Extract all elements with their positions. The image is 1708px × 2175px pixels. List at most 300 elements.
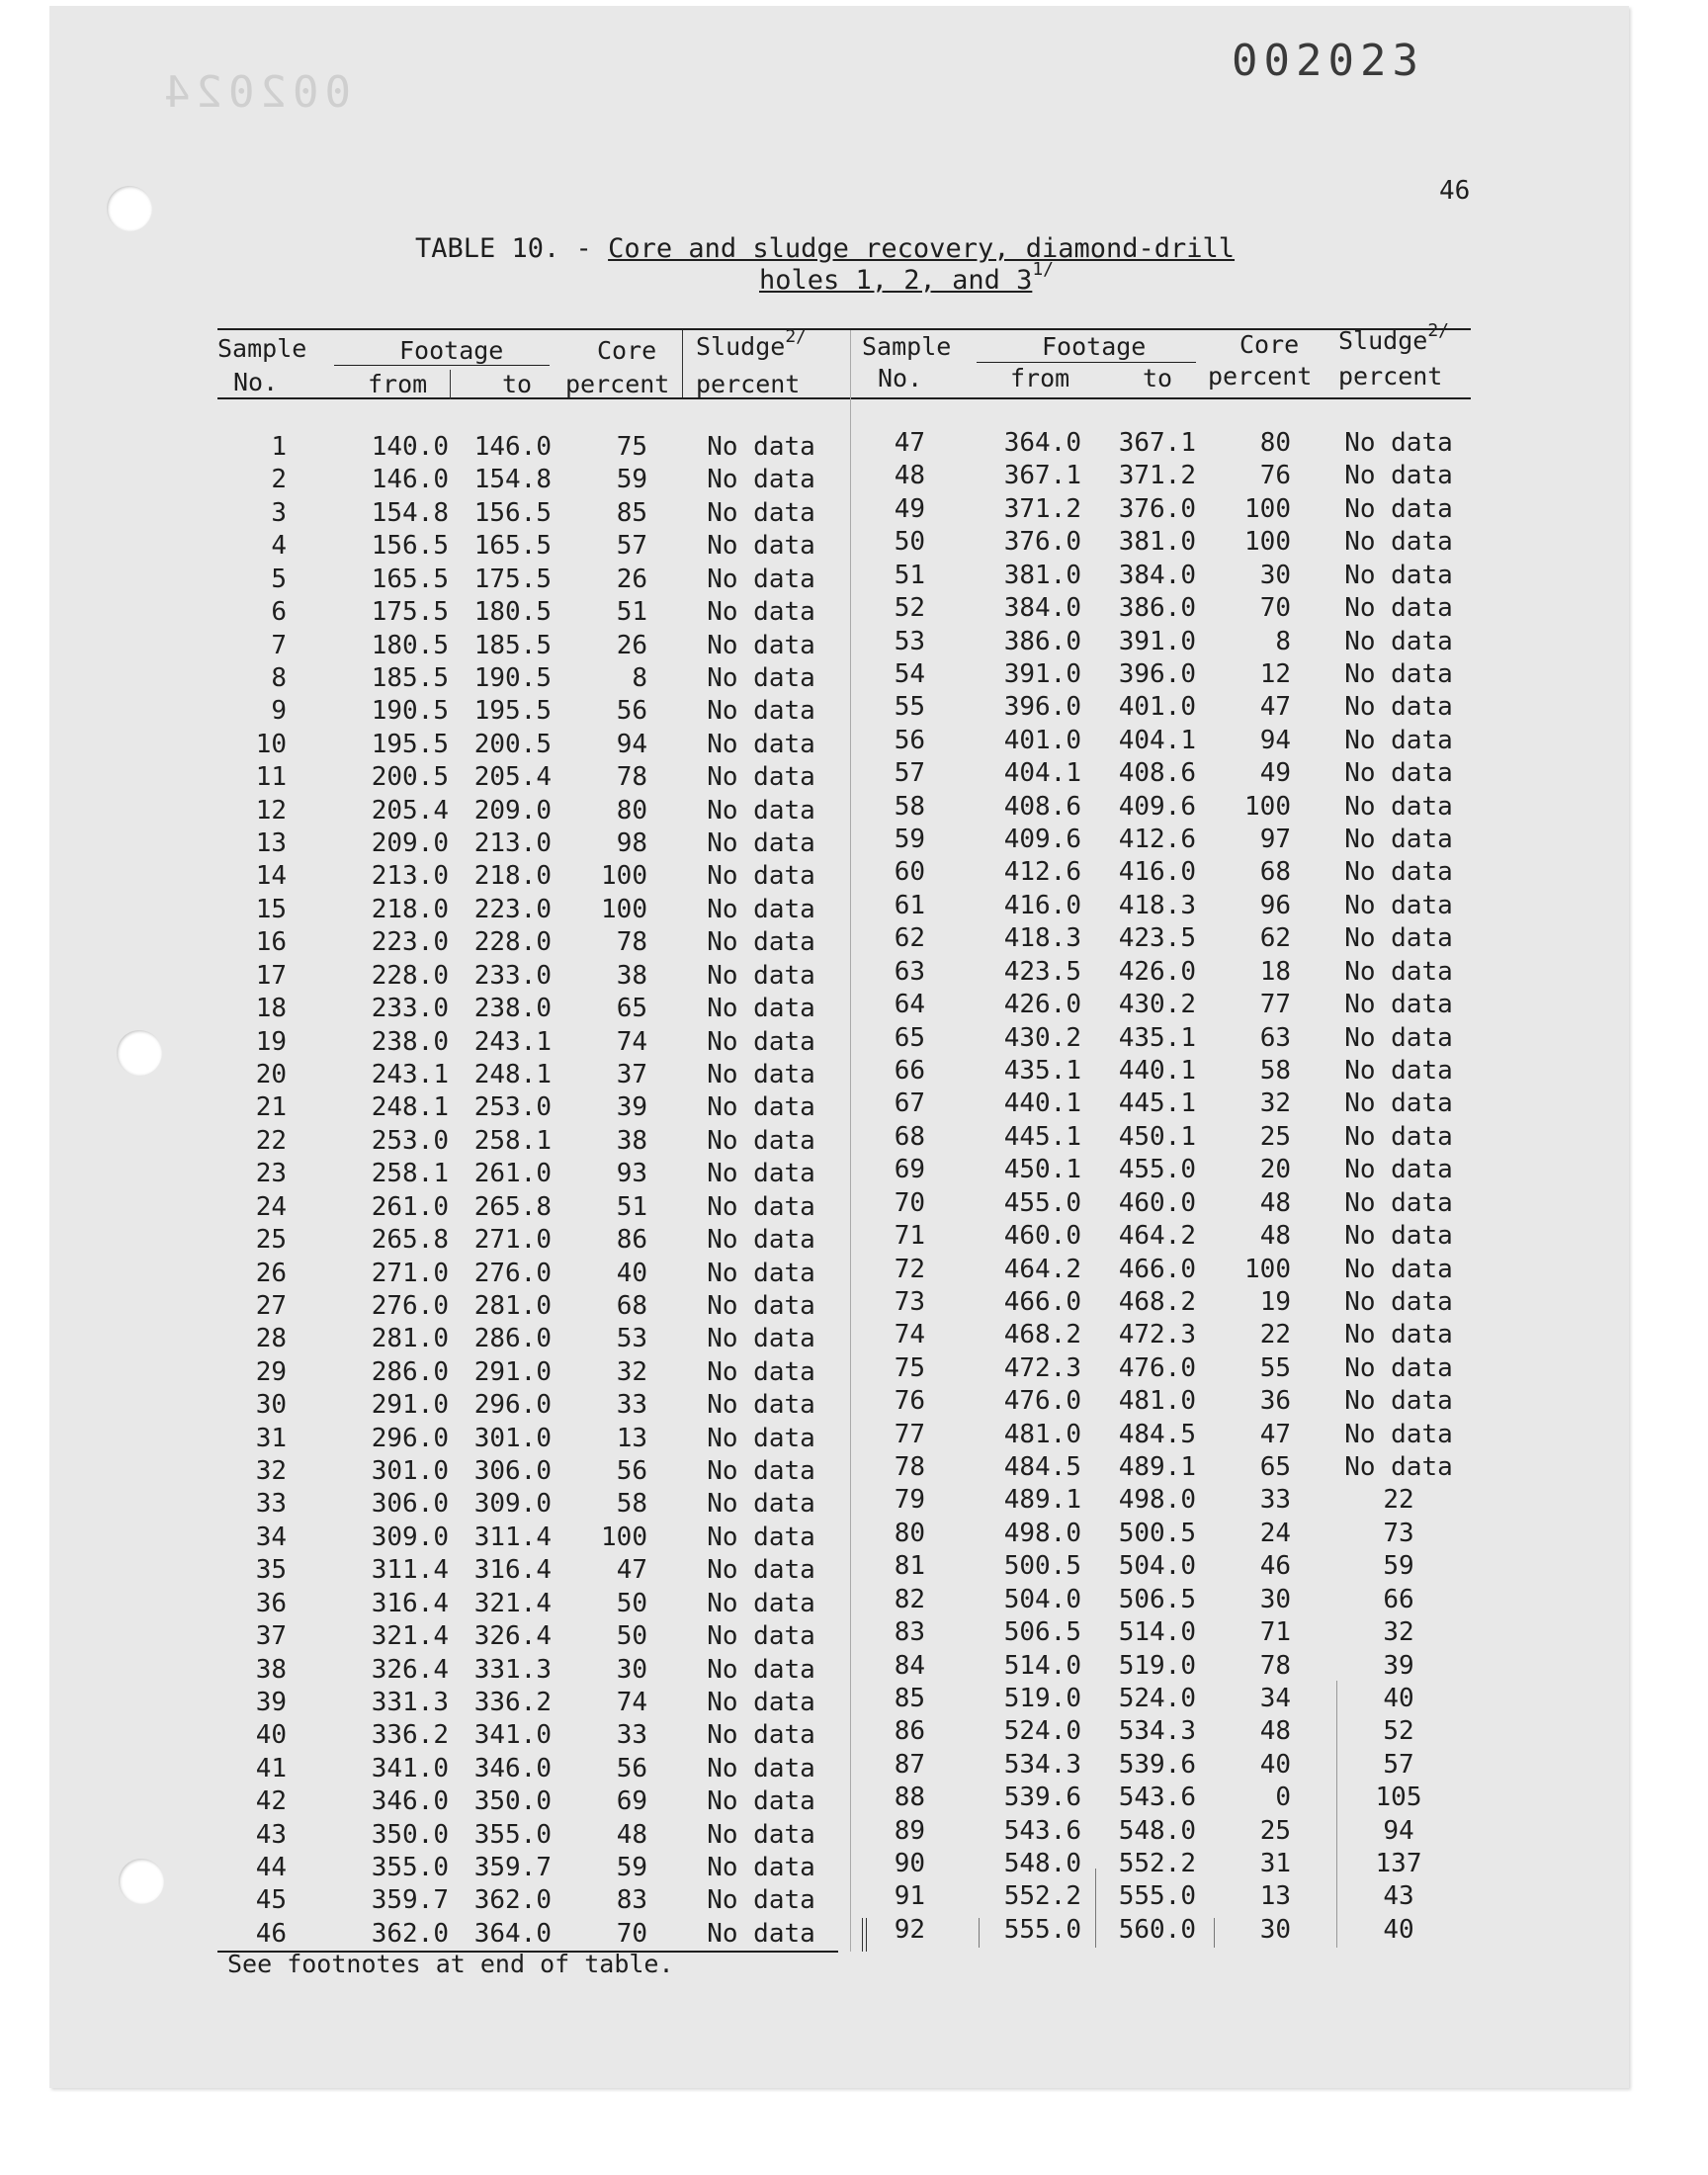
cell-sample-no: 5 bbox=[271, 564, 287, 594]
cell-sludge-percent: No data bbox=[707, 1489, 815, 1520]
punch-hole-bottom bbox=[119, 1859, 164, 1904]
cell-footage-to: 165.5 bbox=[473, 531, 552, 562]
cell-core-percent: 65 bbox=[616, 994, 647, 1024]
cell-footage-to: 306.0 bbox=[473, 1456, 552, 1487]
cell-sludge-percent: No data bbox=[1344, 1022, 1453, 1053]
cell-sludge-percent: No data bbox=[707, 1522, 815, 1552]
cell-footage-from: 238.0 bbox=[371, 1026, 449, 1057]
cell-sample-no: 12 bbox=[255, 795, 287, 826]
cell-core-percent: 56 bbox=[616, 1753, 647, 1784]
cell-footage-from: 261.0 bbox=[371, 1191, 449, 1222]
cell-sludge-percent: No data bbox=[707, 1026, 815, 1057]
cell-core-percent: 80 bbox=[616, 795, 647, 826]
cell-sludge-percent: No data bbox=[707, 432, 815, 462]
header-sludge-percent-left: percent bbox=[696, 370, 801, 398]
table-footnote: See footnotes at end of table. bbox=[227, 1950, 674, 1978]
cell-sludge-percent: No data bbox=[1344, 1055, 1453, 1086]
cell-sample-no: 6 bbox=[271, 597, 287, 628]
header-divider-footage bbox=[450, 370, 451, 399]
cell-core-percent: 26 bbox=[616, 630, 647, 660]
cell-footage-to: 519.0 bbox=[1118, 1650, 1196, 1681]
cell-sample-no: 23 bbox=[255, 1159, 287, 1189]
cell-core-percent: 93 bbox=[616, 1159, 647, 1189]
cell-footage-to: 484.5 bbox=[1118, 1419, 1196, 1449]
cell-footage-from: 180.5 bbox=[371, 630, 449, 660]
cell-footage-from: 213.0 bbox=[371, 861, 449, 892]
cell-core-percent: 30 bbox=[1259, 1914, 1291, 1945]
page-number: 46 bbox=[1439, 176, 1471, 206]
cell-footage-to: 386.0 bbox=[1118, 593, 1196, 624]
cell-footage-from: 243.1 bbox=[371, 1059, 449, 1089]
cell-sample-no: 91 bbox=[894, 1881, 925, 1912]
cell-sample-no: 22 bbox=[255, 1125, 287, 1156]
cell-core-percent: 46 bbox=[1259, 1551, 1291, 1582]
cell-sludge-percent: No data bbox=[707, 1324, 815, 1354]
cell-core-percent: 25 bbox=[1259, 1121, 1291, 1152]
cell-footage-to: 430.2 bbox=[1118, 990, 1196, 1020]
cell-footage-to: 381.0 bbox=[1118, 527, 1196, 558]
cell-core-percent: 13 bbox=[616, 1423, 647, 1453]
cell-sample-no: 18 bbox=[255, 994, 287, 1024]
cell-sludge-percent: 137 bbox=[1375, 1849, 1422, 1879]
cell-footage-from: 464.2 bbox=[1003, 1254, 1081, 1284]
cell-core-percent: 65 bbox=[1259, 1452, 1291, 1483]
cell-sample-no: 72 bbox=[894, 1254, 925, 1284]
cell-footage-to: 552.2 bbox=[1118, 1849, 1196, 1879]
cell-core-percent: 36 bbox=[1259, 1386, 1291, 1417]
cell-footage-to: 346.0 bbox=[473, 1753, 552, 1784]
cell-footage-from: 205.4 bbox=[371, 795, 449, 826]
cell-footage-to: 265.8 bbox=[473, 1191, 552, 1222]
cell-footage-to: 560.0 bbox=[1118, 1914, 1196, 1945]
cell-sludge-percent: 52 bbox=[1383, 1716, 1414, 1747]
cell-core-percent: 30 bbox=[1259, 1584, 1291, 1614]
cell-footage-from: 504.0 bbox=[1003, 1584, 1081, 1614]
cell-sample-no: 68 bbox=[894, 1121, 925, 1152]
cell-core-percent: 48 bbox=[1259, 1221, 1291, 1252]
cell-footage-to: 190.5 bbox=[473, 662, 552, 693]
cell-sample-no: 9 bbox=[271, 696, 287, 727]
cell-core-percent: 98 bbox=[616, 828, 647, 859]
header-sludge-percent-right: percent bbox=[1338, 362, 1443, 391]
cell-footage-to: 426.0 bbox=[1118, 956, 1196, 987]
cell-footage-from: 450.1 bbox=[1003, 1155, 1081, 1185]
cell-sludge-percent: No data bbox=[1344, 857, 1453, 888]
cell-footage-from: 350.0 bbox=[371, 1819, 449, 1850]
cell-sample-no: 7 bbox=[271, 630, 287, 660]
cell-sludge-percent: No data bbox=[707, 630, 815, 660]
cell-sludge-percent: No data bbox=[1344, 493, 1453, 524]
cell-sample-no: 44 bbox=[255, 1853, 287, 1883]
cell-core-percent: 24 bbox=[1259, 1518, 1291, 1548]
cell-footage-to: 396.0 bbox=[1118, 658, 1196, 689]
cell-core-percent: 31 bbox=[1259, 1849, 1291, 1879]
cell-footage-from: 514.0 bbox=[1003, 1650, 1081, 1681]
cell-sludge-percent: No data bbox=[707, 1885, 815, 1916]
document-stamp-number: 002023 bbox=[1232, 36, 1424, 86]
cell-core-percent: 83 bbox=[616, 1885, 647, 1916]
cell-sample-no: 54 bbox=[894, 658, 925, 689]
cell-sample-no: 59 bbox=[894, 825, 925, 855]
cell-core-percent: 40 bbox=[616, 1258, 647, 1288]
cell-footage-to: 504.0 bbox=[1118, 1551, 1196, 1582]
cell-footage-from: 175.5 bbox=[371, 597, 449, 628]
cell-footage-to: 450.1 bbox=[1118, 1121, 1196, 1152]
cell-footage-to: 205.4 bbox=[473, 762, 552, 793]
cell-footage-to: 435.1 bbox=[1118, 1022, 1196, 1053]
cell-core-percent: 51 bbox=[616, 597, 647, 628]
cell-sludge-percent: No data bbox=[1344, 956, 1453, 987]
cell-core-percent: 47 bbox=[1259, 1419, 1291, 1449]
cell-core-percent: 97 bbox=[1259, 825, 1291, 855]
cell-sludge-percent: No data bbox=[1344, 1121, 1453, 1152]
header-core-percent-left: percent bbox=[565, 370, 670, 398]
cell-footage-from: 316.4 bbox=[371, 1588, 449, 1618]
cell-footage-from: 455.0 bbox=[1003, 1187, 1081, 1218]
cell-sample-no: 36 bbox=[255, 1588, 287, 1618]
cell-footage-from: 409.6 bbox=[1003, 825, 1081, 855]
cell-core-percent: 100 bbox=[1244, 493, 1291, 524]
cell-footage-to: 371.2 bbox=[1118, 461, 1196, 491]
cell-sludge-percent: No data bbox=[1344, 1386, 1453, 1417]
cell-sample-no: 46 bbox=[255, 1918, 287, 1949]
cell-footage-to: 384.0 bbox=[1118, 560, 1196, 590]
cell-core-percent: 40 bbox=[1259, 1749, 1291, 1780]
cell-footage-from: 321.4 bbox=[371, 1621, 449, 1652]
cell-footage-from: 466.0 bbox=[1003, 1286, 1081, 1317]
cell-sludge-percent: No data bbox=[707, 1621, 815, 1652]
header-sludge-left bbox=[696, 326, 807, 361]
cell-core-percent: 18 bbox=[1259, 956, 1291, 987]
cell-sample-no: 86 bbox=[894, 1716, 925, 1747]
cell-core-percent: 47 bbox=[1259, 692, 1291, 723]
cell-sludge-percent: No data bbox=[707, 1059, 815, 1089]
cell-footage-to: 248.1 bbox=[473, 1059, 552, 1089]
cell-sludge-percent: No data bbox=[707, 696, 815, 727]
cell-core-percent: 48 bbox=[1259, 1187, 1291, 1218]
cell-footage-from: 500.5 bbox=[1003, 1551, 1081, 1582]
cell-sample-no: 10 bbox=[255, 729, 287, 759]
cell-footage-from: 412.6 bbox=[1003, 857, 1081, 888]
cell-footage-from: 362.0 bbox=[371, 1918, 449, 1949]
cell-sample-no: 79 bbox=[894, 1485, 925, 1516]
cell-footage-from: 524.0 bbox=[1003, 1716, 1081, 1747]
center-divider bbox=[850, 330, 851, 1952]
cell-sample-no: 8 bbox=[271, 662, 287, 693]
cell-footage-from: 248.1 bbox=[371, 1092, 449, 1123]
cell-sludge-percent: No data bbox=[707, 994, 815, 1024]
cell-sample-no: 60 bbox=[894, 857, 925, 888]
cell-sample-no: 47 bbox=[894, 428, 925, 458]
cell-sample-no: 49 bbox=[894, 493, 925, 524]
cell-core-percent: 100 bbox=[601, 861, 647, 892]
cell-sample-no: 2 bbox=[271, 465, 287, 495]
cell-sample-no: 48 bbox=[894, 461, 925, 491]
cell-footage-from: 359.7 bbox=[371, 1885, 449, 1916]
cell-core-percent: 63 bbox=[1259, 1022, 1291, 1053]
cell-core-percent: 58 bbox=[1259, 1055, 1291, 1086]
cell-footage-from: 276.0 bbox=[371, 1290, 449, 1321]
cell-sample-no: 67 bbox=[894, 1088, 925, 1119]
cell-core-percent: 26 bbox=[616, 564, 647, 594]
cell-sludge-percent: No data bbox=[707, 1555, 815, 1586]
cell-footage-from: 258.1 bbox=[371, 1159, 449, 1189]
cell-footage-to: 440.1 bbox=[1118, 1055, 1196, 1086]
cell-core-percent: 86 bbox=[616, 1225, 647, 1256]
cell-sample-no: 80 bbox=[894, 1518, 925, 1548]
cell-sludge-percent: 22 bbox=[1383, 1485, 1414, 1516]
cell-core-percent: 13 bbox=[1259, 1881, 1291, 1912]
cell-footage-from: 408.6 bbox=[1003, 791, 1081, 822]
cell-core-percent: 32 bbox=[616, 1356, 647, 1387]
cell-footage-from: 539.6 bbox=[1003, 1783, 1081, 1813]
cell-sample-no: 27 bbox=[255, 1290, 287, 1321]
cell-footage-from: 404.1 bbox=[1003, 758, 1081, 789]
cell-core-percent: 100 bbox=[1244, 527, 1291, 558]
cell-core-percent: 77 bbox=[1259, 990, 1291, 1020]
cell-sample-no: 32 bbox=[255, 1456, 287, 1487]
cell-sample-no: 56 bbox=[894, 725, 925, 755]
header-to-left: to bbox=[502, 370, 533, 398]
cell-footage-from: 346.0 bbox=[371, 1786, 449, 1817]
cell-sample-no: 74 bbox=[894, 1320, 925, 1350]
header-no-right: No. bbox=[878, 364, 923, 392]
cell-core-percent: 69 bbox=[616, 1786, 647, 1817]
cell-footage-from: 364.0 bbox=[1003, 428, 1081, 458]
cell-sludge-percent: 94 bbox=[1383, 1815, 1414, 1846]
cell-footage-to: 213.0 bbox=[473, 828, 552, 859]
cell-sludge-percent: No data bbox=[1344, 1221, 1453, 1252]
cell-core-percent: 100 bbox=[601, 894, 647, 924]
header-divider-sludge bbox=[682, 330, 683, 397]
header-sludge-right-note: 2/ bbox=[1427, 320, 1449, 341]
cell-footage-to: 296.0 bbox=[473, 1390, 552, 1421]
cell-sample-no: 17 bbox=[255, 960, 287, 991]
cell-footage-from: 336.2 bbox=[371, 1720, 449, 1751]
cell-sludge-percent: No data bbox=[1344, 1187, 1453, 1218]
cell-core-percent: 76 bbox=[1259, 461, 1291, 491]
cell-sample-no: 28 bbox=[255, 1324, 287, 1354]
cell-sample-no: 39 bbox=[255, 1687, 287, 1717]
cell-footage-to: 416.0 bbox=[1118, 857, 1196, 888]
cell-footage-from: 401.0 bbox=[1003, 725, 1081, 755]
cell-footage-to: 154.8 bbox=[473, 465, 552, 495]
cell-sample-no: 51 bbox=[894, 560, 925, 590]
cell-footage-to: 233.0 bbox=[473, 960, 552, 991]
cell-sample-no: 66 bbox=[894, 1055, 925, 1086]
cell-footage-from: 265.8 bbox=[371, 1225, 449, 1256]
header-no-left: No. bbox=[233, 368, 279, 396]
header-sludge-right bbox=[1338, 320, 1449, 355]
cell-footage-from: 481.0 bbox=[1003, 1419, 1081, 1449]
cell-footage-from: 423.5 bbox=[1003, 956, 1081, 987]
cell-sludge-percent: No data bbox=[1344, 1155, 1453, 1185]
cell-footage-from: 489.1 bbox=[1003, 1485, 1081, 1516]
cell-footage-from: 476.0 bbox=[1003, 1386, 1081, 1417]
cell-sample-no: 33 bbox=[255, 1489, 287, 1520]
cell-sample-no: 87 bbox=[894, 1749, 925, 1780]
cell-core-percent: 96 bbox=[1259, 890, 1291, 920]
cell-sample-no: 52 bbox=[894, 593, 925, 624]
cell-sludge-percent: No data bbox=[707, 1456, 815, 1487]
cell-sludge-percent: No data bbox=[707, 1191, 815, 1222]
bleed-through-stamp: 002024 bbox=[158, 67, 351, 118]
cell-core-percent: 53 bbox=[616, 1324, 647, 1354]
cell-footage-from: 506.5 bbox=[1003, 1617, 1081, 1648]
table-title-prefix: TABLE 10. - bbox=[415, 233, 609, 264]
cell-sludge-percent: No data bbox=[1344, 725, 1453, 755]
cell-footage-to: 316.4 bbox=[473, 1555, 552, 1586]
cell-sample-no: 73 bbox=[894, 1286, 925, 1317]
header-core-right: Core bbox=[1239, 330, 1300, 359]
cell-footage-to: 391.0 bbox=[1118, 626, 1196, 656]
cell-footage-to: 498.0 bbox=[1118, 1485, 1196, 1516]
cell-sludge-percent: No data bbox=[707, 564, 815, 594]
cell-footage-to: 476.0 bbox=[1118, 1352, 1196, 1383]
cell-core-percent: 30 bbox=[616, 1654, 647, 1685]
cell-core-percent: 20 bbox=[1259, 1155, 1291, 1185]
cell-footage-from: 223.0 bbox=[371, 927, 449, 958]
cell-sludge-percent: No data bbox=[1344, 1320, 1453, 1350]
cell-sludge-percent: No data bbox=[707, 927, 815, 958]
cell-footage-to: 209.0 bbox=[473, 795, 552, 826]
cell-sludge-percent: 40 bbox=[1383, 1683, 1414, 1713]
divider-to-core bbox=[1214, 1918, 1215, 1948]
cell-footage-to: 514.0 bbox=[1118, 1617, 1196, 1648]
cell-sludge-percent: No data bbox=[1344, 791, 1453, 822]
cell-footage-from: 519.0 bbox=[1003, 1683, 1081, 1713]
cell-footage-from: 416.0 bbox=[1003, 890, 1081, 920]
cell-sludge-percent: No data bbox=[707, 729, 815, 759]
cell-sludge-percent: No data bbox=[707, 465, 815, 495]
cell-core-percent: 30 bbox=[1259, 560, 1291, 590]
cell-core-percent: 56 bbox=[616, 1456, 647, 1487]
header-footage-left: Footage bbox=[399, 336, 504, 365]
footage-rule-left bbox=[334, 365, 550, 366]
cell-sample-no: 78 bbox=[894, 1452, 925, 1483]
cell-core-percent: 48 bbox=[616, 1819, 647, 1850]
cell-sample-no: 63 bbox=[894, 956, 925, 987]
cell-footage-to: 301.0 bbox=[473, 1423, 552, 1453]
cell-footage-from: 301.0 bbox=[371, 1456, 449, 1487]
cell-sludge-percent: No data bbox=[707, 1753, 815, 1784]
cell-sample-no: 77 bbox=[894, 1419, 925, 1449]
cell-footage-from: 306.0 bbox=[371, 1489, 449, 1520]
cell-core-percent: 39 bbox=[616, 1092, 647, 1123]
cell-footage-from: 253.0 bbox=[371, 1125, 449, 1156]
cell-footage-from: 396.0 bbox=[1003, 692, 1081, 723]
cell-footage-from: 386.0 bbox=[1003, 626, 1081, 656]
cell-core-percent: 94 bbox=[1259, 725, 1291, 755]
cell-sludge-percent: No data bbox=[707, 1092, 815, 1123]
cell-footage-to: 539.6 bbox=[1118, 1749, 1196, 1780]
cell-sample-no: 88 bbox=[894, 1783, 925, 1813]
cell-footage-from: 195.5 bbox=[371, 729, 449, 759]
cell-footage-from: 281.0 bbox=[371, 1324, 449, 1354]
cell-sample-no: 64 bbox=[894, 990, 925, 1020]
cell-sludge-percent: No data bbox=[707, 1290, 815, 1321]
cell-sample-no: 55 bbox=[894, 692, 925, 723]
cell-footage-to: 286.0 bbox=[473, 1324, 552, 1354]
cell-footage-to: 238.0 bbox=[473, 994, 552, 1024]
cell-footage-to: 445.1 bbox=[1118, 1088, 1196, 1119]
cell-sample-no: 61 bbox=[894, 890, 925, 920]
cell-footage-to: 359.7 bbox=[473, 1853, 552, 1883]
cell-core-percent: 50 bbox=[616, 1588, 647, 1618]
cell-footage-to: 468.2 bbox=[1118, 1286, 1196, 1317]
cell-sludge-percent: 105 bbox=[1375, 1783, 1422, 1813]
cell-core-percent: 50 bbox=[616, 1621, 647, 1652]
cell-core-percent: 78 bbox=[616, 927, 647, 958]
table-title-text-2: holes 1, 2, and 3 bbox=[759, 265, 1033, 296]
cell-sample-no: 25 bbox=[255, 1225, 287, 1256]
cell-sludge-percent: No data bbox=[1344, 825, 1453, 855]
cell-sample-no: 84 bbox=[894, 1650, 925, 1681]
cell-sludge-percent: No data bbox=[1344, 1088, 1453, 1119]
cell-footage-from: 371.2 bbox=[1003, 493, 1081, 524]
cell-sludge-percent: No data bbox=[707, 531, 815, 562]
cell-footage-from: 286.0 bbox=[371, 1356, 449, 1387]
table-title-line-2 bbox=[759, 259, 1055, 296]
cell-core-percent: 94 bbox=[616, 729, 647, 759]
cell-footage-to: 311.4 bbox=[473, 1522, 552, 1552]
cell-sludge-percent: No data bbox=[707, 1258, 815, 1288]
header-sludge-left-note: 2/ bbox=[785, 326, 807, 347]
cell-core-percent: 62 bbox=[1259, 923, 1291, 954]
cell-sludge-percent: No data bbox=[707, 894, 815, 924]
cell-footage-to: 534.3 bbox=[1118, 1716, 1196, 1747]
cell-core-percent: 85 bbox=[616, 497, 647, 528]
cell-core-percent: 22 bbox=[1259, 1320, 1291, 1350]
cell-footage-from: 391.0 bbox=[1003, 658, 1081, 689]
cell-core-percent: 70 bbox=[1259, 593, 1291, 624]
cell-footage-to: 455.0 bbox=[1118, 1155, 1196, 1185]
cell-sample-no: 13 bbox=[255, 828, 287, 859]
cell-footage-from: 376.0 bbox=[1003, 527, 1081, 558]
cell-core-percent: 12 bbox=[1259, 658, 1291, 689]
cell-sludge-percent: 57 bbox=[1383, 1749, 1414, 1780]
cell-footage-from: 209.0 bbox=[371, 828, 449, 859]
cell-sample-no: 20 bbox=[255, 1059, 287, 1089]
cell-sludge-percent: No data bbox=[707, 1654, 815, 1685]
cell-sample-no: 69 bbox=[894, 1155, 925, 1185]
header-core-left: Core bbox=[597, 336, 657, 365]
cell-core-percent: 100 bbox=[1244, 791, 1291, 822]
cell-core-percent: 100 bbox=[601, 1522, 647, 1552]
cell-footage-to: 243.1 bbox=[473, 1026, 552, 1057]
cell-sample-no: 3 bbox=[271, 497, 287, 528]
cell-core-percent: 51 bbox=[616, 1191, 647, 1222]
cell-footage-to: 276.0 bbox=[473, 1258, 552, 1288]
cell-footage-from: 418.3 bbox=[1003, 923, 1081, 954]
cell-sludge-percent: No data bbox=[707, 1588, 815, 1618]
cell-core-percent: 59 bbox=[616, 1853, 647, 1883]
cell-sludge-percent: 40 bbox=[1383, 1914, 1414, 1945]
cell-sample-no: 82 bbox=[894, 1584, 925, 1614]
cell-sludge-percent: 32 bbox=[1383, 1617, 1414, 1648]
cell-footage-to: 466.0 bbox=[1118, 1254, 1196, 1284]
cell-footage-from: 154.8 bbox=[371, 497, 449, 528]
punch-hole-top bbox=[107, 186, 152, 231]
cell-footage-to: 367.1 bbox=[1118, 428, 1196, 458]
cell-core-percent: 56 bbox=[616, 696, 647, 727]
cell-sludge-percent: No data bbox=[1344, 658, 1453, 689]
cell-footage-to: 331.3 bbox=[473, 1654, 552, 1685]
cell-core-percent: 74 bbox=[616, 1026, 647, 1057]
header-sludge-left-text: Sludge bbox=[696, 332, 786, 361]
cell-footage-to: 362.0 bbox=[473, 1885, 552, 1916]
cell-footage-from: 440.1 bbox=[1003, 1088, 1081, 1119]
